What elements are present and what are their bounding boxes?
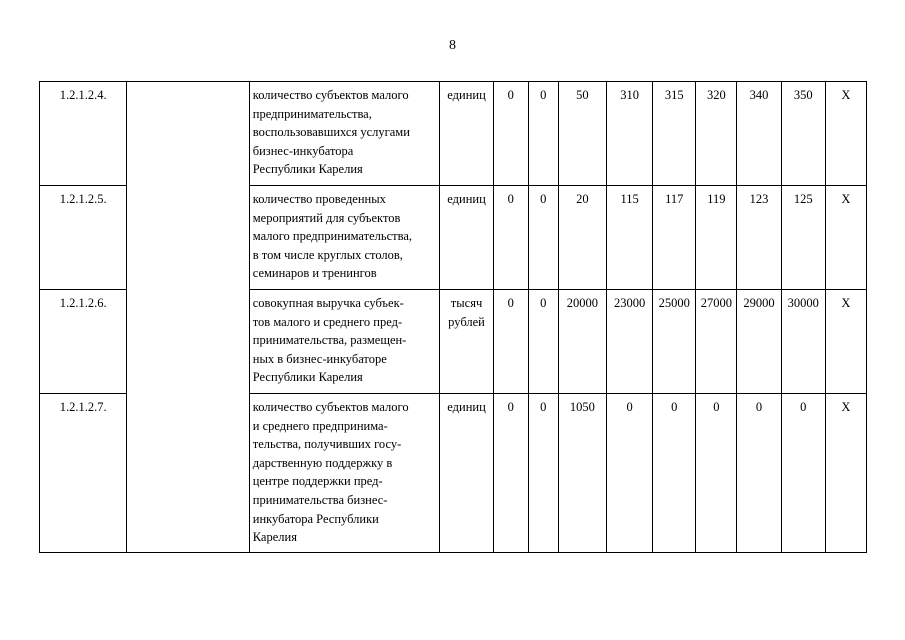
value-cell: 30000 xyxy=(781,290,825,394)
value-cell: 320 xyxy=(696,82,737,186)
value-cell: 0 xyxy=(528,394,558,553)
row-code: 1.2.1.2.4. xyxy=(40,82,127,186)
value-cell: 350 xyxy=(781,82,825,186)
unit-cell: единиц xyxy=(440,394,493,553)
value-cell: 0 xyxy=(493,290,528,394)
value-cell: 20 xyxy=(558,186,606,290)
value-cell: 119 xyxy=(696,186,737,290)
value-cell: 0 xyxy=(696,394,737,553)
mark-cell: Х xyxy=(825,82,866,186)
unit-cell: тысяч рублей xyxy=(440,290,493,394)
value-cell: 0 xyxy=(607,394,653,553)
unit-cell: единиц xyxy=(440,186,493,290)
value-cell: 340 xyxy=(737,82,781,186)
mark-cell: Х xyxy=(825,186,866,290)
value-cell: 0 xyxy=(528,82,558,186)
value-cell: 25000 xyxy=(653,290,696,394)
value-cell: 23000 xyxy=(607,290,653,394)
value-cell: 1050 xyxy=(558,394,606,553)
indicator-description: количество субъектов малого предпринимательства, воспользовавшихся услугами бизнес-инкубатора Республики Карелия xyxy=(249,82,440,186)
value-cell: 0 xyxy=(493,186,528,290)
row-code: 1.2.1.2.7. xyxy=(40,394,127,553)
value-cell: 315 xyxy=(653,82,696,186)
page-number: 8 xyxy=(449,38,456,53)
value-cell: 310 xyxy=(607,82,653,186)
value-cell: 50 xyxy=(558,82,606,186)
row-code: 1.2.1.2.5. xyxy=(40,186,127,290)
value-cell: 0 xyxy=(653,394,696,553)
value-cell: 0 xyxy=(493,82,528,186)
table-row xyxy=(40,82,867,186)
merged-empty-cell xyxy=(127,82,249,553)
value-cell: 27000 xyxy=(696,290,737,394)
mark-cell: Х xyxy=(825,290,866,394)
value-cell: 125 xyxy=(781,186,825,290)
unit-cell: единиц xyxy=(440,82,493,186)
mark-cell: Х xyxy=(825,394,866,553)
value-cell: 20000 xyxy=(558,290,606,394)
value-cell: 117 xyxy=(653,186,696,290)
value-cell: 0 xyxy=(737,394,781,553)
indicators-table xyxy=(39,81,867,553)
value-cell: 0 xyxy=(528,186,558,290)
value-cell: 115 xyxy=(607,186,653,290)
value-cell: 0 xyxy=(528,290,558,394)
indicator-description: количество проведенных мероприятий для субъектов малого предпринимательства, в том числе круглых столов, семинаров и тренингов xyxy=(249,186,440,290)
value-cell: 0 xyxy=(493,394,528,553)
value-cell: 0 xyxy=(781,394,825,553)
value-cell: 29000 xyxy=(737,290,781,394)
indicator-description: совокупная выручка субъек- тов малого и среднего пред- принимательства, размещен- ных в бизнес-инкубаторе Республики Карелия xyxy=(249,290,440,394)
value-cell: 123 xyxy=(737,186,781,290)
indicator-description: количество субъектов малого и среднего предпринима- тельства, получивших госу- дарственную поддержку в центре поддержки пред- принимательства бизнес- инкубатора Республики Карелия xyxy=(249,394,440,553)
row-code: 1.2.1.2.6. xyxy=(40,290,127,394)
